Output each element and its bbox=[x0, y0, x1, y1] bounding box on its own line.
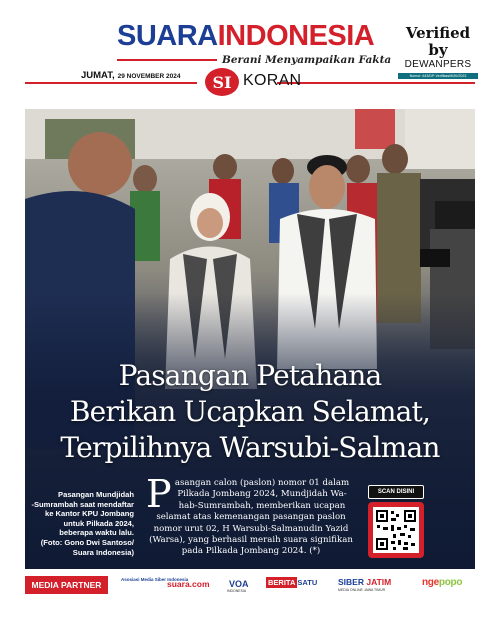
dropcap: P bbox=[146, 472, 172, 516]
caption-line: Suara Indonesia) bbox=[72, 547, 134, 557]
brand-logo[interactable] bbox=[117, 20, 374, 52]
sponsor-amsi[interactable]: Asosiasi Media Siber Indonesia bbox=[121, 577, 189, 582]
verified-badge bbox=[398, 25, 478, 79]
headline-line-2: Berikan Ucapkan Selamat, bbox=[69, 395, 431, 428]
masthead bbox=[0, 0, 500, 100]
body-line: nomor urut 02, H Warsubi-Salmanudin Yazid bbox=[153, 523, 349, 534]
date-day: JUMAT, bbox=[81, 70, 115, 81]
caption-line: (Foto: Gono Dwi Santoso/ bbox=[40, 537, 134, 547]
caption-line: -Sumrambah saat mendaftar bbox=[31, 499, 134, 509]
si-logo-icon bbox=[204, 67, 240, 97]
brand-part-suara: SUARA bbox=[117, 20, 218, 52]
body-line: (Warsa), yang berhasil meraih suara signifikan bbox=[149, 535, 353, 546]
ngepopo-part-b: popo bbox=[438, 577, 463, 588]
qr-code-frame[interactable] bbox=[368, 502, 424, 558]
caption-line: Pasangan Mundjidah bbox=[58, 490, 134, 499]
sponsor-siberjatim[interactable] bbox=[338, 577, 391, 587]
headline-line-3: Terpilihnya Warsubi-Salman bbox=[60, 431, 440, 464]
caption-line: ke Kantor KPU Jombang bbox=[44, 509, 134, 519]
beritasatu-part-b: SATU bbox=[297, 578, 318, 587]
edition-date bbox=[81, 70, 180, 81]
date-rule-left bbox=[25, 82, 197, 84]
qr-code-icon bbox=[373, 507, 419, 553]
siberjatim-part-a: SIBER bbox=[338, 577, 364, 587]
si-logo-text: SI bbox=[212, 73, 232, 92]
body-line: pada Pilkada Jombang 2024. (*) bbox=[181, 546, 321, 557]
headline bbox=[25, 358, 475, 466]
headline-line-1: Pasangan Petahana bbox=[118, 359, 382, 392]
sponsor-beritasatu[interactable] bbox=[266, 578, 317, 587]
tagline: Berani Menyampaikan Fakta bbox=[222, 54, 392, 66]
tagline-accent-bar bbox=[117, 59, 217, 61]
scan-label: SCAN DISINI bbox=[368, 485, 424, 499]
verified-org: DEWANPERS bbox=[404, 59, 472, 70]
siberjatim-sub: MEDIA ONLINE JAWA TIMUR bbox=[338, 588, 386, 592]
brand-part-indonesia: INDONESIA bbox=[217, 20, 375, 52]
media-partner-label: MEDIA PARTNER bbox=[25, 576, 108, 594]
article-body bbox=[146, 478, 356, 558]
sponsor-ngepopo[interactable] bbox=[422, 577, 462, 588]
caption-line: untuk Pilkada 2024, bbox=[63, 518, 134, 528]
body-line: asangan calon (paslon) nomor 01 dalam bbox=[174, 478, 350, 488]
verified-title: Verified by bbox=[405, 24, 471, 59]
media-partner-bar bbox=[25, 576, 475, 596]
caption-line: beberapa waktu lalu. bbox=[59, 528, 134, 538]
date-full: 29 NOVEMBER 2024 bbox=[117, 73, 181, 80]
photo-caption bbox=[30, 490, 134, 557]
body-line: Pilkada Jombang 2024, Mundjidah Wa- bbox=[177, 489, 347, 500]
siberjatim-part-b: JATIM bbox=[366, 577, 392, 587]
verified-number: Nomor: 643/DP-Verifikasi/K/III/2023 bbox=[398, 73, 478, 79]
body-line: selamat atas kemenangan pasangan paslon bbox=[156, 512, 346, 523]
ngepopo-part-a: nge bbox=[422, 577, 439, 588]
sponsor-suara[interactable]: suara.com bbox=[167, 579, 210, 589]
sponsor-voa-sub: INDONESIA bbox=[227, 589, 247, 593]
date-rule-right bbox=[277, 82, 475, 84]
body-line: hab-Sumrambah, memberikan ucapan bbox=[178, 500, 346, 511]
sponsor-voa[interactable]: VOA bbox=[229, 579, 249, 589]
section-name: KORAN bbox=[243, 72, 302, 89]
beritasatu-part-a: BERITA bbox=[268, 578, 296, 587]
